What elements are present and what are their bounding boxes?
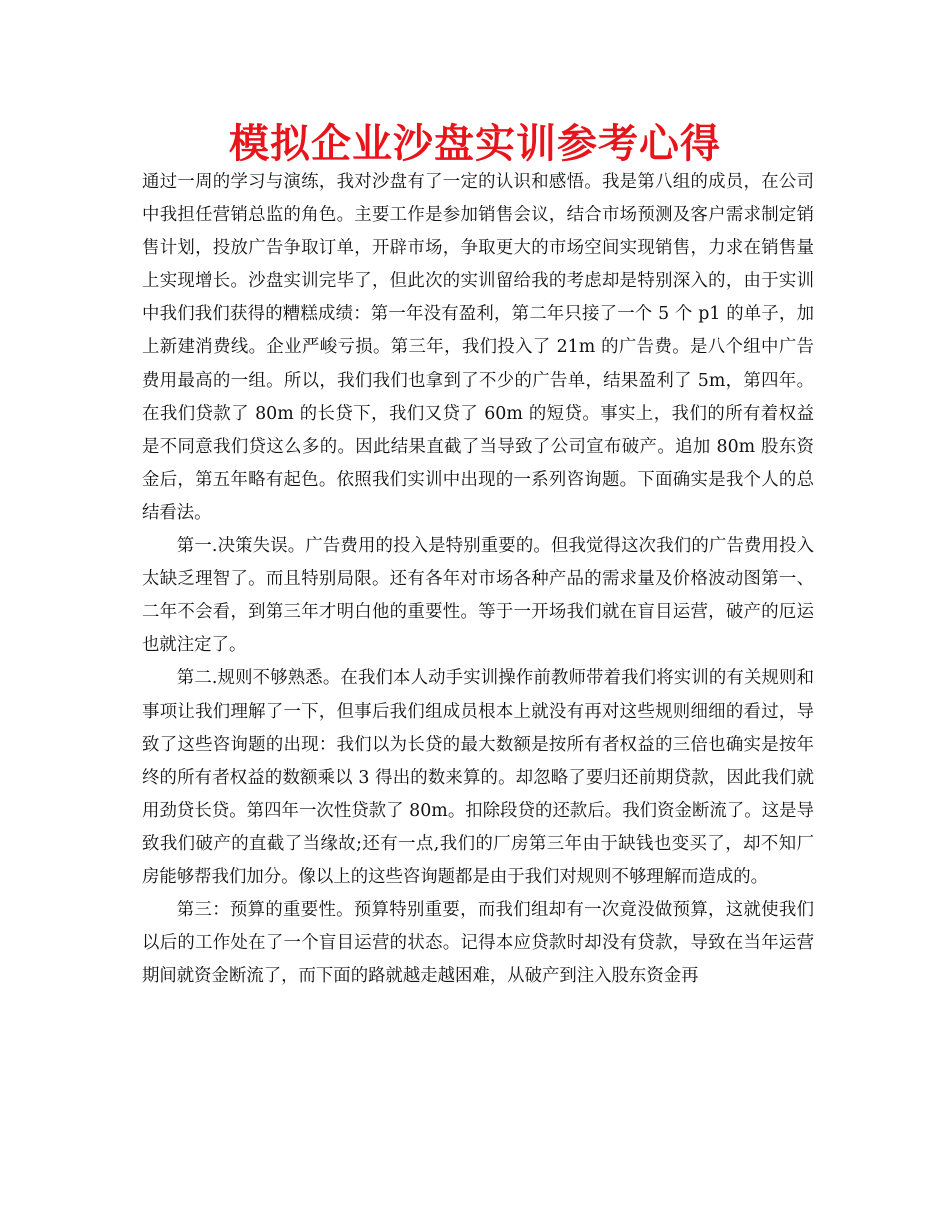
paragraph-point-three: 第三：预算的重要性。预算特别重要，而我们组却有一次竟没做预算，这就使我们以后的工作处在了一个盲目运营的状态。记得本应贷款时却没有贷款，导致在当年运营期间就资金断流了，而下面的路就越走越困难，从破产到注入股东资金再 <box>142 900 814 987</box>
paragraph-intro: 通过一周的学习与演练，我对沙盘有了一定的认识和感悟。我是第八组的成员，在公司中我担任营销总监的角色。主要工作是参加销售会议，结合市场预测及客户需求制定销售计划，投放广告争取订单，开辟市场，争取更大的市场空间实现销售，力求在销售量上实现增长。沙盘实训完毕了，但此次的实训留给我的考虑却是特别深入的，由于实训中我们我们获得的糟糕成绩：第一年没有盈利，第二年只接了一个 5 个 p1 的单子，加上新建消费线。企业严峻亏损。第三年，我们投入了 21m 的广告费。是八个组中广告费用最高的一组。所以，我们我们也拿到了不少的广告单，结果盈利了 5m，第四年。在我们贷款了 80m 的长贷下，我们又贷了 60m 的短贷。事实上，我们的所有着权益是不同意我们贷这么多的。因此结果直截了当导致了公司宣布破产。追加 80m 股东资金后，第五年略有起色。依照我们实训中出现的一系列咨询题。下面确实是我个人的总结看法。 <box>142 172 814 523</box>
document-body <box>142 166 814 993</box>
paragraph-point-two: 第二.规则不够熟悉。在我们本人动手实训操作前教师带着我们将实训的有关规则和事项让我们理解了一下，但事后我们组成员根本上就没有再对这些规则细细的看过，导致了这些咨询题的出现：我们以为长贷的最大数额是按所有者权益的三倍也确实是按年终的所有者权益的数额乘以 3 得出的数来算的。却忽略了要归还前期贷款，因此我们就用劲贷长贷。第四年一次性贷款了 80m。扣除段贷的还款后。我们资金断流了。这是导致我们破产的直截了当缘故;还有一点,我们的厂房第三年由于缺钱也变买了，却不知厂房能够帮我们加分。像以上的这些咨询题都是由于我们对规则不够理解而造成的。 <box>142 668 814 887</box>
document-title: 模拟企业沙盘实训参考心得 <box>229 121 721 167</box>
paragraph-point-one: 第一.决策失误。广告费用的投入是特别重要的。但我觉得这次我们的广告费用投入太缺乏理智了。而且特别局限。还有各年对市场各种产品的需求量及价格波动图第一、二年不会看，到第三年才明白他的重要性。等于一开场我们就在盲目运营，破产的厄运也就注定了。 <box>142 536 814 656</box>
